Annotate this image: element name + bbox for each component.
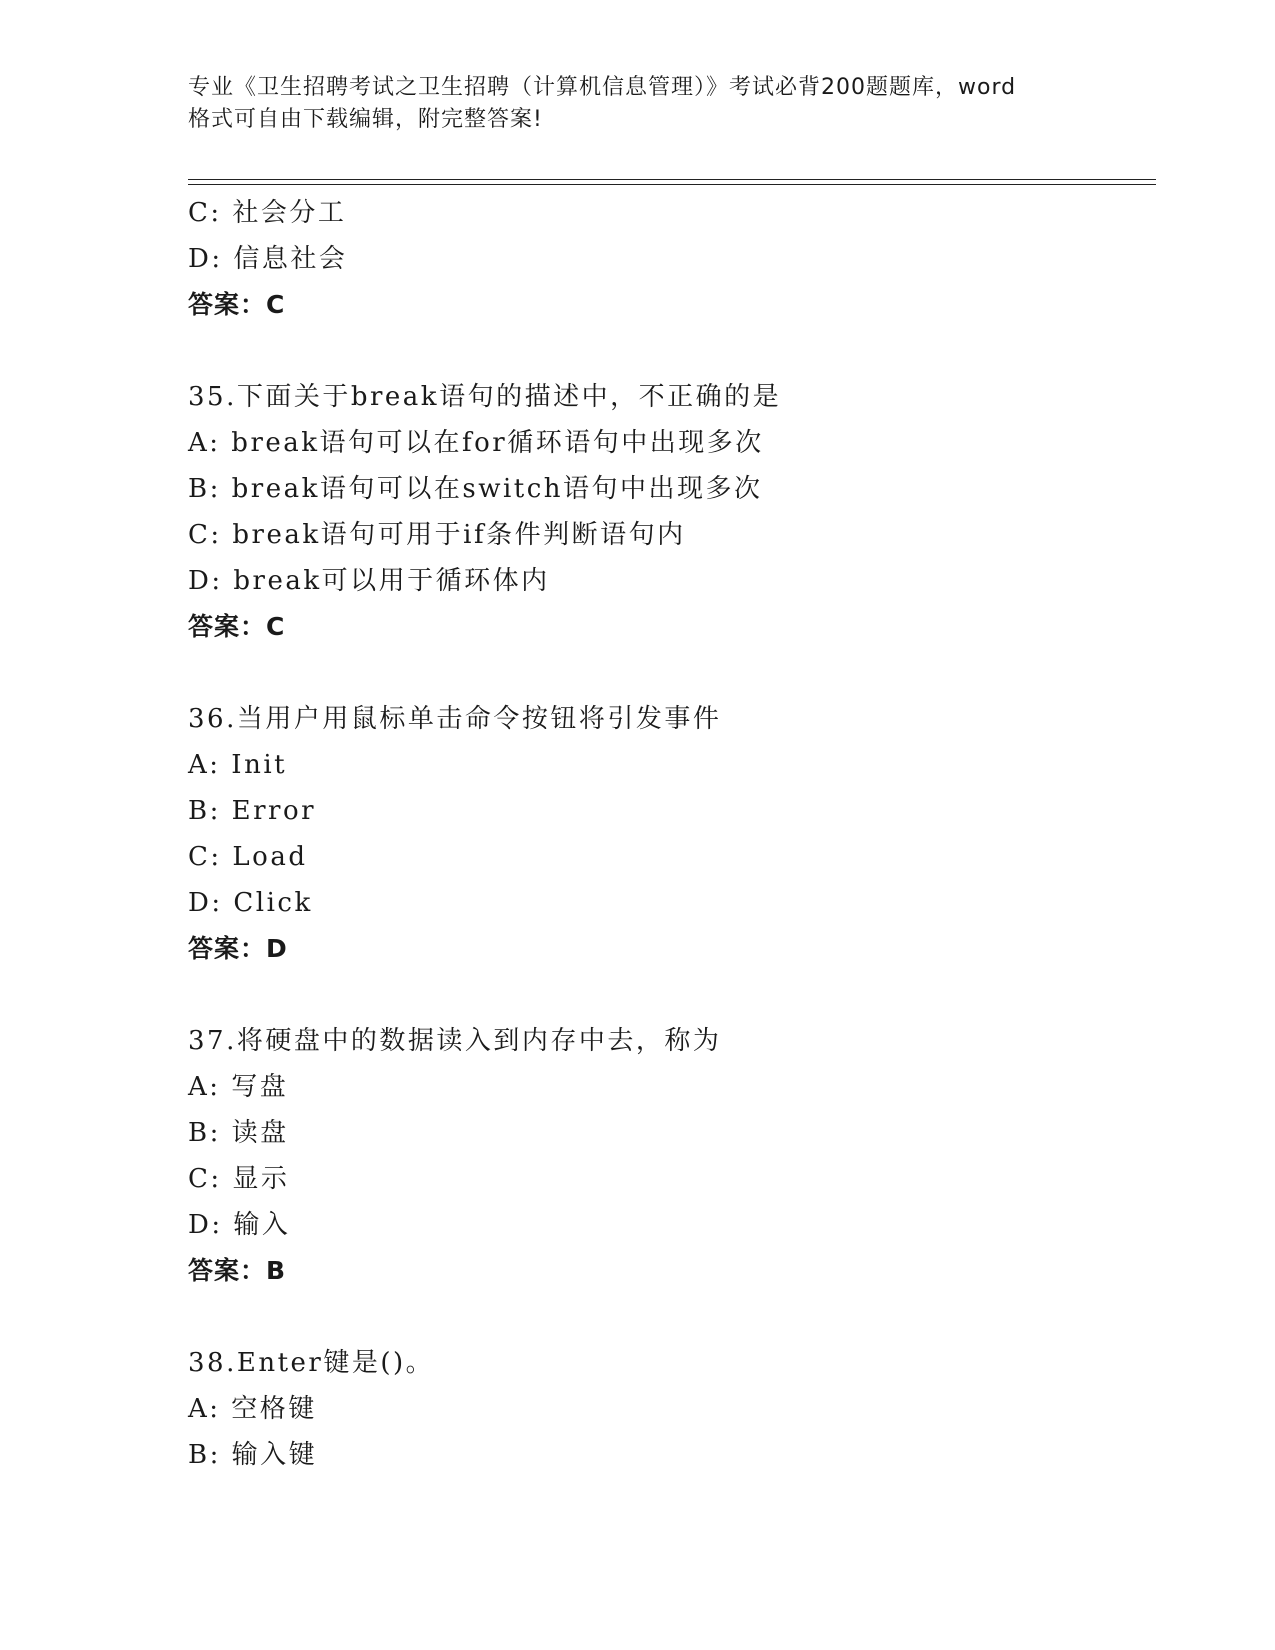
option-c: C: break语句可用于if条件判断语句内 <box>188 520 686 550</box>
option-d: D: Click <box>188 888 313 918</box>
option-d: D: 信息社会 <box>188 244 348 274</box>
option-c: C: 社会分工 <box>188 198 347 228</box>
header-line-2: 格式可自由下载编辑，附完整答案! <box>188 107 543 132</box>
option-b: B: 读盘 <box>188 1118 289 1148</box>
option-c: C: Load <box>188 842 308 872</box>
header-divider-bottom <box>188 184 1156 185</box>
question-block <box>188 1018 1128 1294</box>
answer-line: 答案：C <box>188 612 286 641</box>
header-divider-top <box>188 179 1156 180</box>
question-text: 35.下面关于break语句的描述中，不正确的是 <box>188 382 782 412</box>
option-a: A: break语句可以在for循环语句中出现多次 <box>188 428 764 458</box>
header-line-1: 专业《卫生招聘考试之卫生招聘（计算机信息管理）》考试必背200题题库，word <box>188 75 1017 100</box>
question-block <box>188 190 1128 328</box>
answer-line: 答案：D <box>188 934 288 963</box>
option-d: D: break可以用于循环体内 <box>188 566 550 596</box>
document-header <box>188 72 1088 136</box>
option-a: A: Init <box>188 750 288 780</box>
option-a: A: 写盘 <box>188 1072 289 1102</box>
option-b: B: 输入键 <box>188 1440 318 1470</box>
question-list <box>188 190 1128 1478</box>
question-block <box>188 1340 1128 1478</box>
answer-line: 答案：B <box>188 1256 287 1285</box>
question-text: 38.Enter键是()。 <box>188 1348 435 1378</box>
question-text: 36.当用户用鼠标单击命令按钮将引发事件 <box>188 704 722 734</box>
question-block <box>188 374 1128 650</box>
option-b: B: break语句可以在switch语句中出现多次 <box>188 474 763 504</box>
question-text: 37.将硬盘中的数据读入到内存中去，称为 <box>188 1026 722 1056</box>
answer-line: 答案：C <box>188 290 286 319</box>
question-block <box>188 696 1128 972</box>
option-c: C: 显示 <box>188 1164 290 1194</box>
option-d: D: 输入 <box>188 1210 291 1240</box>
option-a: A: 空格键 <box>188 1394 317 1424</box>
option-b: B: Error <box>188 796 317 826</box>
